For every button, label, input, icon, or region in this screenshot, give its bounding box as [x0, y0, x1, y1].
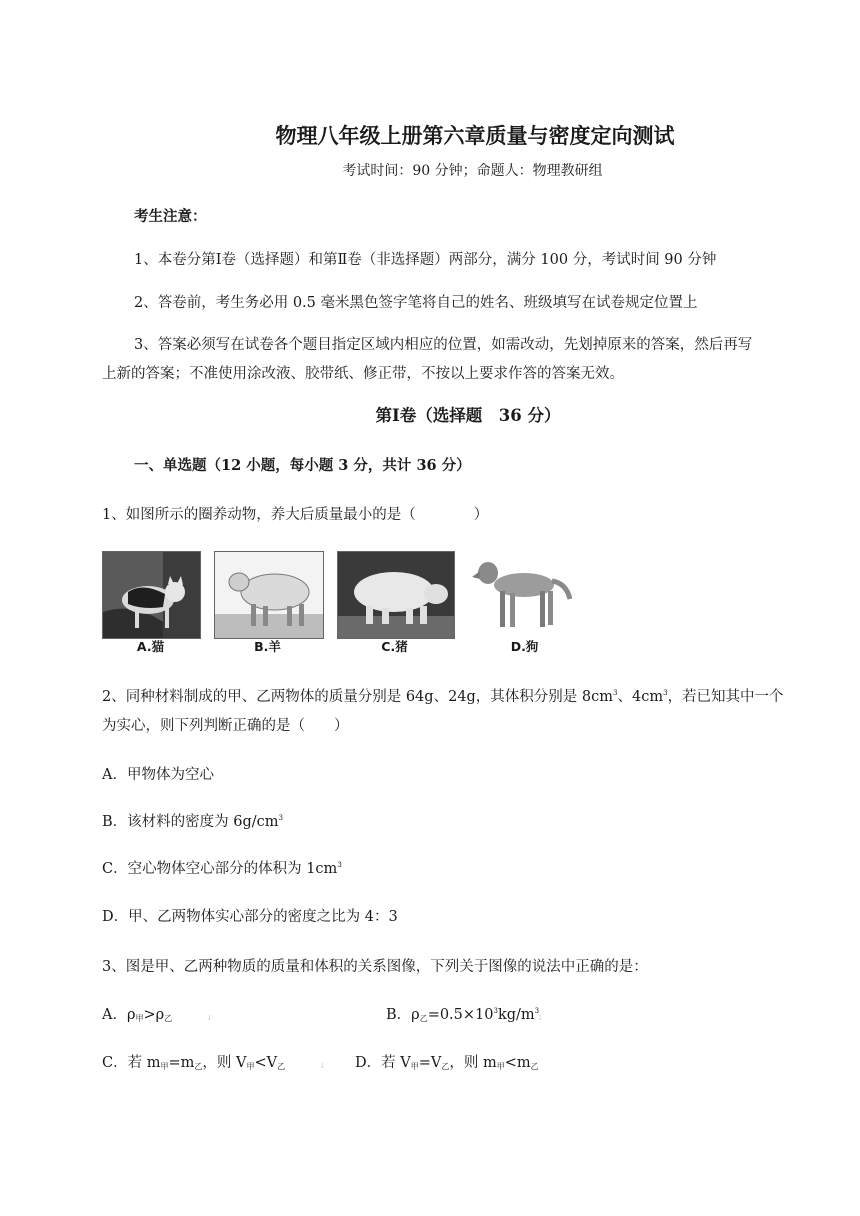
notice-item-3-cont: 上新的答案；不准使用涂改液、胶带纸、修正带，不按以上要求作答的答案无效。: [102, 366, 624, 382]
q2-option-d: D．甲、乙两物体实心部分的密度之比为 4：3: [102, 909, 398, 925]
notice-heading: 考生注意：: [134, 208, 207, 225]
question-1: [102, 503, 488, 524]
q2-option-b: B．该材料的密度为 $6g/cm^3$: [102, 814, 283, 830]
figure-caption-b: B.羊: [254, 639, 281, 654]
q2-option-c: C．空心物体空心部分的体积为 $1cm^3$: [102, 861, 342, 877]
question-1-close: ）: [473, 507, 489, 523]
figure-caption-a: A.猫: [136, 639, 165, 654]
cat-image: [102, 551, 201, 639]
notice-item-2: 2、答卷前，考生务必用 0.5 毫米黑色签字笔将自己的姓名、班级填写在试卷规定位置上: [134, 295, 698, 311]
q3-option-a: A．$\rho_甲>\rho_乙$ ;: [102, 1007, 211, 1023]
q3-option-c: C．若 $m_甲=m_乙$，则 $V_甲<V_乙$ ;: [102, 1055, 324, 1071]
notice-item-3: 3、答案必须写在试卷各个题目指定区域内相应的位置，如需改动，先划掉原来的答案，然后再写: [134, 337, 753, 353]
dog-image: [466, 551, 578, 637]
notice-item-1: 1、本卷分第Ⅰ卷（选择题）和第Ⅱ卷（非选择题）两部分，满分 100 分，考试时间 90 分钟: [134, 252, 717, 268]
q3-option-d: D．若 $V_甲=V_乙$，则 $m_甲<m_乙$: [355, 1055, 539, 1071]
section-title: 第Ⅰ卷（选择题 36 分）: [375, 406, 561, 425]
question-1-text: 1、如图所示的圈养动物，养大后质量最小的是（: [102, 507, 416, 523]
sheep-image: [214, 551, 324, 639]
question-2-line-1: 2、同种材料制成的甲、乙两物体的质量分别是 64g、24g，其体积分别是 $8cm^3$、$4cm^3$，若已知其中一个: [102, 689, 784, 705]
part-heading: 一、单选题（12 小题，每小题 3 分，共计 36 分）: [134, 457, 471, 474]
pig-image: [337, 551, 455, 639]
figure-caption-c: C.猪: [381, 639, 408, 654]
q2-option-a: A．甲物体为空心: [102, 767, 214, 783]
question-3-text: 3、图是甲、乙两种物质的质量和体积的关系图像，下列关于图像的说法中正确的是：: [102, 959, 648, 975]
figure-caption-d: D.狗: [510, 639, 539, 654]
page-title: 物理八年级上册第六章质量与密度定向测试: [275, 123, 675, 148]
question-2-line-2: 为实心，则下列判断正确的是（ ）: [102, 718, 349, 734]
exam-subtitle: 考试时间：90 分钟；命题人：物理教研组: [342, 163, 603, 179]
q3-option-b: B．$\rho_乙=0.5\times 10^3kg/m^3$;: [386, 1007, 542, 1023]
